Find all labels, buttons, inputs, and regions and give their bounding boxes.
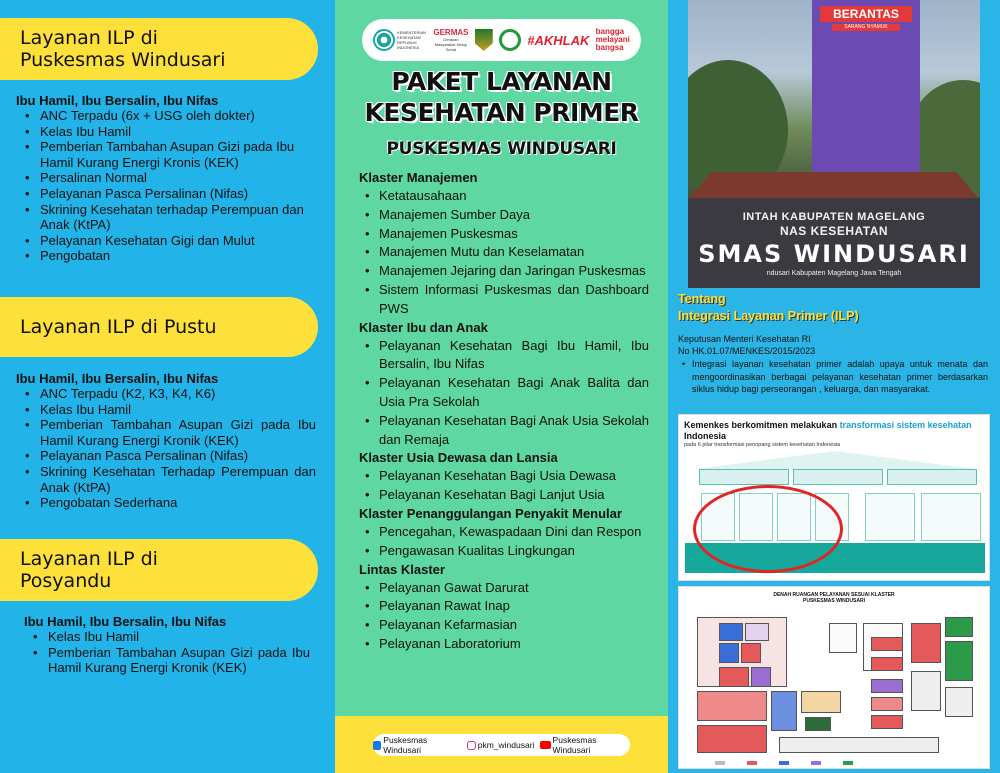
list-item: • Pelayanan Laboratorium — [359, 635, 649, 654]
list-item: • Kelas Ibu Hamil — [24, 629, 310, 645]
youtube-link[interactable] — [540, 735, 630, 755]
list-item: • Ketatausahaan — [359, 187, 649, 206]
floorplan-room — [829, 623, 857, 653]
list-item: • Sistem Informasi Puskesmas dan Dashboard PWS — [359, 281, 649, 319]
floorplan-room — [911, 671, 941, 711]
section-ilp-puskesmas — [16, 93, 316, 264]
instagram-icon — [467, 741, 476, 750]
list-item: • Pelayanan Rawat Inap — [359, 597, 649, 616]
infographic-title-b: transformasi sistem kesehatan — [839, 420, 972, 430]
list-item: • Manajemen Puskesmas — [359, 225, 649, 244]
floorplan-room — [741, 643, 761, 663]
banner-ilp-pustu-line1: Layanan ILP di Pustu — [20, 316, 217, 338]
service-list — [24, 629, 310, 676]
keputusan-menteri — [678, 333, 815, 357]
puskesmas-photo — [688, 0, 980, 288]
facebook-link[interactable] — [373, 735, 461, 755]
floorplan-room — [871, 697, 903, 711]
bangga-melayani-logo — [596, 28, 630, 52]
magelang-shield-icon — [475, 29, 493, 51]
infographic-box — [699, 469, 789, 485]
description-item: • Integrasi layanan kesehatan primer adalah upaya untuk menata dan mengoordinasikan berbagai pelayanan kesehatan primer berdasarkan siklus hidup bagi perseorangan , keluarga, dan masyarakat. — [678, 358, 988, 396]
bangga-line3: bangsa — [595, 43, 624, 52]
legend-swatch — [843, 761, 853, 765]
infographic-title-c: Indonesia — [684, 431, 727, 441]
legend-swatch — [747, 761, 757, 765]
germas-text: GERMAS — [433, 28, 469, 37]
klaster-heading: Klaster Usia Dewasa dan Lansia — [359, 450, 558, 466]
page-subtitle: PUSKESMAS WINDUSARI — [386, 139, 617, 159]
list-item: • Persalinan Normal — [16, 170, 316, 186]
denah-title1: DENAH RUANGAN PELAYANAN SESUAI KLASTER — [773, 592, 895, 598]
list-item: • Pengawasan Kualitas Lingkungan — [359, 542, 649, 561]
list-item: • ANC Terpadu (K2, K3, K4, K6) — [16, 386, 316, 402]
list-item: • Kelas Ibu Hamil — [16, 402, 316, 418]
floorplan-room — [871, 715, 903, 729]
list-item: • Pelayanan Kesehatan Bagi Anak Balita dan Usia Pra Sekolah — [359, 374, 649, 412]
floorplan-room — [771, 691, 797, 731]
infographic-title — [679, 415, 989, 442]
service-list — [16, 386, 316, 511]
klaster-heading: Klaster Penanggulangan Penyakit Menular — [359, 505, 622, 521]
facebook-icon — [373, 741, 381, 750]
logo-bar — [362, 19, 641, 61]
banner-ilp-puskesmas-line1: Layanan ILP di — [20, 27, 158, 49]
list-item: • Pelayanan Kefarmasian — [359, 616, 649, 635]
klaster-heading: Lintas Klaster — [359, 561, 445, 577]
infographic-title-a: Kemenkes berkomitmen melakukan — [684, 420, 838, 430]
klaster-list — [359, 169, 649, 654]
highlight-circle — [693, 485, 843, 573]
sign-line4: ndusari Kabupaten Magelang Jawa Tengah — [766, 270, 902, 277]
banner-ilp-puskesmas-line2: Puskesmas Windusari — [20, 49, 226, 71]
legend-swatch — [779, 761, 789, 765]
list-item: • Pelayanan Kesehatan Bagi Usia Dewasa — [359, 467, 649, 486]
service-list — [16, 108, 316, 264]
klaster-items — [359, 579, 649, 654]
infographic-pillar — [921, 493, 981, 541]
klaster-heading: Klaster Manajemen — [359, 170, 478, 185]
floorplan-room — [719, 667, 749, 687]
psn-banner-sub: SARANG NYAMUK — [832, 24, 900, 31]
panel-paket-layanan — [335, 0, 668, 773]
klaster-items — [359, 187, 649, 319]
list-item: • Manajemen Mutu dan Keselamatan — [359, 243, 649, 262]
floorplan-room — [871, 637, 903, 651]
kemkes-text: KEMENTERIAN KESEHATAN REPUBLIK INDONESIA — [397, 30, 427, 50]
floorplan-room — [779, 737, 939, 753]
psn-banner — [812, 0, 920, 175]
list-item: • Pemberian Tambahan Asupan Gizi pada Ibu Hamil Kurang Energi Kronik (KEK) — [24, 645, 310, 676]
list-item: • Pengobatan — [16, 248, 316, 264]
panel-layanan-ilp — [0, 0, 335, 773]
floorplan-legend — [715, 761, 853, 765]
social-links — [373, 734, 630, 756]
ilp-description — [678, 358, 988, 396]
instagram-label: pkm_windusari — [477, 740, 535, 750]
instagram-link[interactable] — [467, 740, 535, 750]
sign-line3: SMAS WINDUSARI — [698, 240, 970, 268]
psn-banner-title: BERANTAS — [820, 6, 912, 22]
facebook-label: Puskesmas Windusari — [383, 735, 428, 755]
klaster-items — [359, 523, 649, 561]
list-item: • Pelayanan Kesehatan Bagi Anak Usia Sekolah dan Remaja — [359, 412, 649, 450]
floorplan-room — [801, 691, 841, 713]
youtube-label: Puskesmas Windusari — [552, 735, 597, 755]
legend-swatch — [811, 761, 821, 765]
bangga-line1: bangga — [595, 27, 625, 36]
tentang-line1: Tentang — [678, 292, 726, 306]
list-item: • Pencegahan, Kewaspadaan Dini dan Respon — [359, 523, 649, 542]
kemkes-logo — [373, 29, 427, 51]
infographic-box — [887, 469, 977, 485]
floorplan-room — [871, 657, 903, 671]
banner-ilp-posyandu-line2: Posyandu — [20, 570, 112, 592]
infographic-pillar — [865, 493, 915, 541]
list-item: • Pelayanan Pasca Persalinan (Nifas) — [16, 448, 316, 464]
infographic-box — [793, 469, 883, 485]
banner-ilp-posyandu — [0, 539, 318, 601]
sign-line2: NAS KESEHATAN — [779, 224, 889, 238]
kemkes-icon — [373, 29, 395, 51]
list-item: • Pemberian Tambahan Asupan Gizi pada Ibu Hamil Kurang Energi Kronik (KEK) — [16, 417, 316, 448]
banner-ilp-pustu — [0, 297, 318, 357]
list-item: • Pelayanan Pasca Persalinan (Nifas) — [16, 186, 316, 202]
floorplan-room — [911, 623, 941, 663]
floorplan-room — [805, 717, 831, 731]
germas-logo — [433, 28, 468, 52]
floorplan-room — [697, 691, 767, 721]
bangga-line2: melayani — [595, 35, 630, 44]
tentang-heading — [678, 291, 859, 325]
list-item: • Pengobatan Sederhana — [16, 495, 316, 511]
panel-tentang-ilp — [668, 0, 1000, 773]
list-item: • Pelayanan Gawat Darurat — [359, 579, 649, 598]
list-item: • ANC Terpadu (6x + USG oleh dokter) — [16, 108, 316, 124]
list-item: • Skrining Kesehatan terhadap Perempuan dan Anak (KtPA) — [16, 202, 316, 233]
section-ilp-pustu — [16, 371, 316, 511]
keputusan-line1: Keputusan Menteri Kesehatan RI — [678, 334, 811, 344]
klaster-items — [359, 467, 649, 505]
legend-swatch — [715, 761, 725, 765]
floorplan-room — [751, 667, 771, 687]
denah-floorplan — [678, 586, 990, 769]
bakti-husada-icon — [499, 29, 521, 51]
list-item: • Pelayanan Kesehatan Bagi Lanjut Usia — [359, 486, 649, 505]
list-item: • Manajemen Sumber Daya — [359, 206, 649, 225]
section-heading: Ibu Hamil, Ibu Bersalin, Ibu Nifas — [24, 614, 227, 629]
list-item: • Manajemen Jejaring dan Jaringan Puskesmas — [359, 262, 649, 281]
section-heading: Ibu Hamil, Ibu Bersalin, Ibu Nifas — [16, 371, 219, 386]
keputusan-line2: No HK.01.07/MENKES/2015/2023 — [678, 346, 816, 356]
floorplan-room — [719, 643, 739, 663]
title-line1: PAKET LAYANAN — [391, 67, 612, 96]
floorplan-room — [945, 641, 973, 681]
banner-ilp-posyandu-line1: Layanan ILP di — [20, 548, 158, 570]
youtube-icon — [540, 741, 550, 749]
section-heading: Ibu Hamil, Ibu Bersalin, Ibu Nifas — [16, 93, 219, 108]
floorplan-room — [719, 623, 743, 641]
floorplan-room — [945, 687, 973, 717]
infographic-subtitle: pada 6 pilar transformasi penopang sistem kesehatan Indonesia — [684, 442, 841, 448]
transformasi-infographic — [678, 414, 990, 581]
tentang-line2: Integrasi Layanan Primer (ILP) — [678, 309, 859, 323]
germas-sub: Gerakan Masyarakat Hidup Sehat — [434, 37, 468, 52]
list-item: • Pelayanan Kesehatan Gigi dan Mulut — [16, 233, 316, 249]
floorplan-room — [745, 623, 769, 641]
list-item: • Kelas Ibu Hamil — [16, 124, 316, 140]
klaster-heading: Klaster Ibu dan Anak — [359, 319, 488, 335]
page-title — [335, 66, 668, 128]
list-item: • Skrining Kesehatan Terhadap Perempuan dan Anak (KtPA) — [16, 464, 316, 495]
banner-ilp-puskesmas — [0, 18, 318, 80]
section-ilp-posyandu — [24, 614, 310, 676]
floorplan-room — [871, 679, 903, 693]
klaster-items — [359, 337, 649, 450]
list-item: • Pelayanan Kesehatan Bagi Ibu Hamil, Ibu Bersalin, Ibu Nifas — [359, 337, 649, 375]
floorplan-room — [945, 617, 973, 637]
sign-line1: INTAH KABUPATEN MAGELANG — [742, 211, 926, 223]
akhlak-logo: #AKHLAK — [527, 32, 590, 48]
floorplan-room — [697, 725, 767, 753]
list-item: • Pemberian Tambahan Asupan Gizi pada Ibu Hamil Kurang Energi Kronis (KEK) — [16, 139, 316, 170]
title-line2: KESEHATAN PRIMER — [364, 98, 639, 127]
infographic-roof — [695, 451, 975, 469]
denah-title2: PUSKESMAS WINDUSARI — [803, 598, 865, 604]
